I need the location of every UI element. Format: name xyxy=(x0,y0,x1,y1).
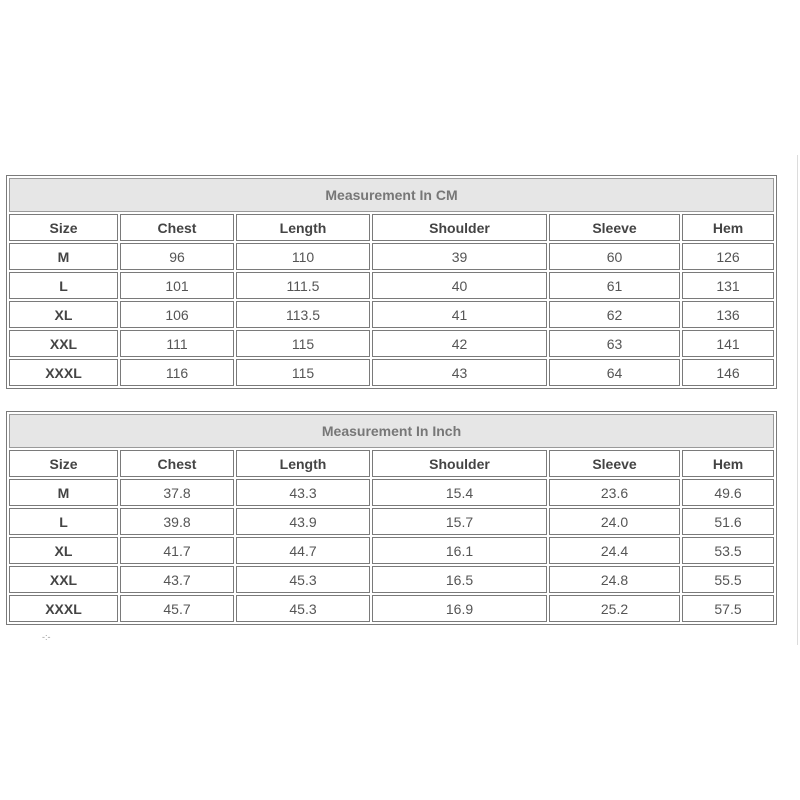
chest-cell: 43.7 xyxy=(120,566,234,593)
chest-cell: 37.8 xyxy=(120,479,234,506)
hem-cell: 51.6 xyxy=(682,508,774,535)
table-row xyxy=(9,272,774,299)
shoulder-cell: 43 xyxy=(372,359,547,386)
length-cell: 113.5 xyxy=(236,301,370,328)
stray-mark: -:- xyxy=(42,632,51,642)
column-header-length: Length xyxy=(236,214,370,241)
sleeve-cell: 24.8 xyxy=(549,566,680,593)
column-header-shoulder: Shoulder xyxy=(372,214,547,241)
chest-cell: 96 xyxy=(120,243,234,270)
hem-cell: 136 xyxy=(682,301,774,328)
table-row xyxy=(9,479,774,506)
shoulder-cell: 41 xyxy=(372,301,547,328)
sleeve-cell: 23.6 xyxy=(549,479,680,506)
table-row xyxy=(9,508,774,535)
hem-cell: 131 xyxy=(682,272,774,299)
size-cell: L xyxy=(9,508,118,535)
chest-cell: 41.7 xyxy=(120,537,234,564)
table-title: Measurement In Inch xyxy=(9,414,774,448)
shoulder-cell: 15.7 xyxy=(372,508,547,535)
column-header-size: Size xyxy=(9,214,118,241)
column-header-chest: Chest xyxy=(120,450,234,477)
length-cell: 115 xyxy=(236,359,370,386)
chest-cell: 111 xyxy=(120,330,234,357)
chest-cell: 39.8 xyxy=(120,508,234,535)
size-cell: XXL xyxy=(9,330,118,357)
size-cell: M xyxy=(9,479,118,506)
sleeve-cell: 24.4 xyxy=(549,537,680,564)
length-cell: 45.3 xyxy=(236,566,370,593)
column-header-sleeve: Sleeve xyxy=(549,214,680,241)
column-header-shoulder: Shoulder xyxy=(372,450,547,477)
table-title: Measurement In CM xyxy=(9,178,774,212)
table-row xyxy=(9,359,774,386)
shoulder-cell: 16.5 xyxy=(372,566,547,593)
length-cell: 110 xyxy=(236,243,370,270)
column-header-hem: Hem xyxy=(682,450,774,477)
edge-divider xyxy=(797,155,798,645)
shoulder-cell: 16.1 xyxy=(372,537,547,564)
length-cell: 44.7 xyxy=(236,537,370,564)
sleeve-cell: 24.0 xyxy=(549,508,680,535)
sleeve-cell: 63 xyxy=(549,330,680,357)
shoulder-cell: 40 xyxy=(372,272,547,299)
table-row xyxy=(9,243,774,270)
sleeve-cell: 61 xyxy=(549,272,680,299)
length-cell: 43.3 xyxy=(236,479,370,506)
size-cell: M xyxy=(9,243,118,270)
table-row xyxy=(9,595,774,622)
sleeve-cell: 25.2 xyxy=(549,595,680,622)
chest-cell: 45.7 xyxy=(120,595,234,622)
table-row xyxy=(9,537,774,564)
hem-cell: 141 xyxy=(682,330,774,357)
size-cell: XXXL xyxy=(9,595,118,622)
hem-cell: 57.5 xyxy=(682,595,774,622)
hem-cell: 49.6 xyxy=(682,479,774,506)
measurement-cm-table xyxy=(6,175,777,389)
chest-cell: 101 xyxy=(120,272,234,299)
table-row xyxy=(9,301,774,328)
shoulder-cell: 16.9 xyxy=(372,595,547,622)
hem-cell: 126 xyxy=(682,243,774,270)
table-row xyxy=(9,330,774,357)
shoulder-cell: 15.4 xyxy=(372,479,547,506)
column-header-hem: Hem xyxy=(682,214,774,241)
chest-cell: 116 xyxy=(120,359,234,386)
column-header-sleeve: Sleeve xyxy=(549,450,680,477)
hem-cell: 53.5 xyxy=(682,537,774,564)
measurement-inch-table xyxy=(6,411,777,625)
size-cell: XL xyxy=(9,537,118,564)
size-cell: L xyxy=(9,272,118,299)
shoulder-cell: 42 xyxy=(372,330,547,357)
size-cell: XXXL xyxy=(9,359,118,386)
column-header-chest: Chest xyxy=(120,214,234,241)
column-header-length: Length xyxy=(236,450,370,477)
hem-cell: 55.5 xyxy=(682,566,774,593)
table-row xyxy=(9,566,774,593)
shoulder-cell: 39 xyxy=(372,243,547,270)
column-header-size: Size xyxy=(9,450,118,477)
sleeve-cell: 60 xyxy=(549,243,680,270)
length-cell: 115 xyxy=(236,330,370,357)
size-cell: XXL xyxy=(9,566,118,593)
hem-cell: 146 xyxy=(682,359,774,386)
length-cell: 43.9 xyxy=(236,508,370,535)
length-cell: 45.3 xyxy=(236,595,370,622)
sleeve-cell: 62 xyxy=(549,301,680,328)
length-cell: 111.5 xyxy=(236,272,370,299)
size-cell: XL xyxy=(9,301,118,328)
chest-cell: 106 xyxy=(120,301,234,328)
sleeve-cell: 64 xyxy=(549,359,680,386)
